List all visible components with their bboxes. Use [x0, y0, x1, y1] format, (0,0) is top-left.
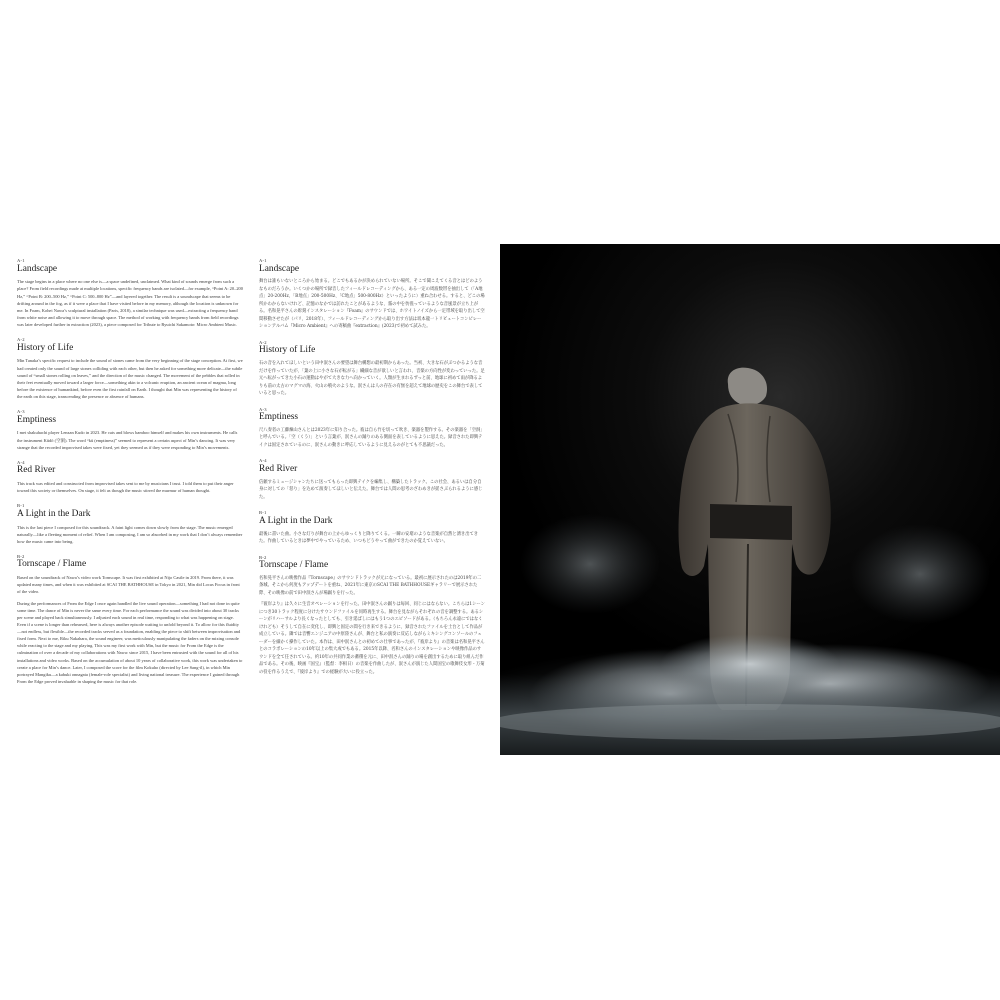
section-paragraph: I met shakuhachi player Lenzan Kudo in 2023. He cuts and blows bamboo himself and makes his own instruments. He calls the instrument Kūdō (空洞). The word “kū (emptiness)” seemed to represent a certain aspect of Min’s dancing. It was very strange that the recorded improvised takes were fixed, yet they seemed as if they were responding to Min’s movements. [17, 430, 238, 450]
section-a-light-in-the-dark [17, 503, 243, 545]
section-number: B-2 [259, 554, 267, 560]
section-paragraph: 信頼するミュージシャンたちに送ってもらった即興テイクを編集し、構築したトラック。この社会、あるいは自分自身に対しての「怒り」を込めて演奏してほしいと伝えた。舞台では人間の思考のざわめきが揺さぶられるように感じた。 [259, 479, 483, 500]
photo-image [500, 244, 1000, 755]
section-paragraph: 石の音を入れてほしいという田中泯さんの要望は舞台構想の最初期からあった。当初、大きな石がぶつかるような音だけを作っていたが、「葉の上に小さな石が転がる」繊細な音が欲しいと言われ、音楽の方向性が変わっていった。足元へ転がってきた小石の運動はやがて大きな力へ向かっていく。人類が生まれるずっと前、地球に初めて雨が降るよりも前の太古のマグマの海、火山の噴火のような。泯さんは人の存在の有無を超えて地球の歴史をこの舞台で表していると思った。 [259, 361, 485, 397]
section-number: A-3 [17, 409, 25, 415]
section-emptiness [17, 409, 243, 451]
section-paragraph: 名和晃平さんの映像作品『Tornscape』のサウンドトラックが元になっている。最初に展示されたのは2019年の二条城。そこから何度もアップデートを重ね、2021年に東京のSCAI THE BATHHOUSEギャラリーで展示された際、その映像の前で田中泯さんが場踊りを行った。 [259, 575, 482, 596]
section-number: B-2 [17, 553, 25, 559]
section-tornscape-flame [17, 554, 243, 685]
section-title: A Light in the Dark [259, 515, 333, 526]
section-number: A-3 [259, 406, 267, 412]
section-emptiness [259, 407, 485, 450]
section-title: Tornscape / Flame [259, 560, 329, 571]
section-number: A-2 [17, 337, 25, 343]
section-title: Red River [17, 465, 56, 476]
section-red-river [17, 460, 243, 495]
section-title: Landscape [17, 263, 58, 274]
section-title: Red River [259, 463, 298, 474]
section-paragraph: During the performances of From the Edge I once again handled the live sound operation—something I had not done in quite some time. The dance of Min is never the same every time. For each performance the sound was divided into about 30 tracks per scene and played back simultaneously. I adjusted each sound in real time, responding to what was happening on stage. Even if a scene is longer than rehearsed, here is always another episode waiting to unfold beyond it. To allow for this fluidity—not endless, but flexible—the recorded tracks served as a foundation, enabling the piece to shift between improvisation and fixed form. Next to me, Riku Nakahara, the sound engineer, was meticulously manipulating the faders on the mixing console while reacting to the stage and my playing. This was my first work with Min, but the music for From the Edge is the culmination of over a decade of my collaborations with Nawa: since 2015, I have been entrusted with the sound for all of his installations and video works. Based on the accumulation of about 10 years of collaborative work, this work was undertaken to create a place for Min’s dance. Later, I composed the score for the film Kokuho (directed by Lee Sang-il), in which Min portrayed Mangiku—a kabuki onnagata (female-role specialist) and living national treasure. The experience I gained through From the Edge proved invaluable in shaping the music for that role. [17, 600, 243, 684]
section-history-of-life [17, 337, 243, 400]
section-a-light-in-the-dark [259, 510, 485, 545]
section-red-river [259, 458, 485, 501]
section-number: A-4 [17, 459, 25, 465]
section-number: A-1 [17, 258, 25, 263]
section-history-of-life [259, 340, 485, 398]
section-paragraph: 尺八奏者の工藤煉山さんとは2023年に知り合った。彼は自ら竹を切って吹き、楽器を製作する。その楽器を「空洞」と呼んでいる。「空（くう）」という言葉が、泯さんの踊りのある側面を表しているように思えた。録音された即興テイクは固定されているのに、泯さんの動きに呼応しているように見えるのがとても不思議だった。 [259, 427, 485, 448]
section-tornscape-flame [259, 555, 485, 677]
section-paragraph: This is the last piece I composed for this soundtrack. A faint light comes down slowly from the stage. The music emerged naturally—like a fleeting moment of relief. When I am composing, I am so absorbed in my work that I don’t always remember how the music came into being. [17, 524, 243, 544]
section-title: A Light in the Dark [17, 508, 91, 519]
section-paragraph: Min Tanaka’s specific request to include the sound of stones came from the very beginning of the stage conception. At first, we had created only the sound of large stones colliding with each other, but then he asked for something more delicate—the subtle sound of “small stones rolling on leaves,” and the direction of the music changed. The movement of the pebbles that rolled in their feet eventually moved toward a larger force—something akin to a volcanic eruption, an ancient ocean of magma, long before the existence of humankind, before even the first rainfall on Earth. I thought that Min was representing the history of the earth on this stage, transcending the presence or absence of humans. [17, 358, 243, 399]
section-title: Tornscape / Flame [17, 559, 87, 570]
section-number: B-1 [17, 503, 25, 509]
section-number: A-2 [259, 339, 267, 345]
japanese-column [259, 258, 485, 686]
section-number: A-4 [259, 458, 267, 464]
section-paragraph: This track was edited and constructed from improvised takes sent to me by musicians I trust. I told them to put their anger toward this society or themselves. On stage, it felt as though the music stirred the murmur of human thought. [17, 481, 234, 494]
section-title: History of Life [17, 342, 74, 353]
section-landscape [17, 258, 243, 328]
section-number: A-1 [259, 258, 267, 263]
section-title: History of Life [259, 345, 316, 356]
section-title: Emptiness [259, 412, 299, 423]
section-paragraph: 舞台は誰もいないところから始まる。どこでもあるかが決められていない場所。そこで聞こえてくる音とはどのようなものだろうか。いくつかの場所で録音したフィールドレコーディングから、ある一定の周波数帯を抽出して（「A地点」20-200Hz、「B地点」200-500Hz、「C地点」500-800Hz）といったように）重ね合わせる。すると、どこの場所かわからないけれど、記憶のなかでは訪れたことがあるような、霧の中を彷徨っているような音風景が立ち上がる。名和晃平さんの彫刻インスタレーション『Foam』のサウンドでは、ホワイトノイズから一定帯域を取り出して空間移動させたが（パリ、2018年）、フィールドレコーディングから取り出す方法は坂本龍一トリビュートコンピレーションアルバム『Micro Ambient』への寄稿曲『extraction』(2023)で初めて試みた。 [259, 279, 485, 330]
section-paragraph: The stage begins in a place where no one else is—a space undefined, unclaimed. What kind of sounds emerge from such a place? From field recordings made at multiple locations, specific frequency bands are isolated—for example, “Point A: 20–200 Hz,” “Point B: 200–500 Hz,” “Point C: 500–800 Hz”—and layered together. The result is a soundscape that seems to be drifting around in the fog, as if it were a place that I have visited before in my memory, although the location is unknown for me. In Foam, Kohei Nawa’s sculptural installation (Paris, 2018), a similar technique was used—extracting a frequency band from white noise and allowing it to move through space. The method of working with frequency bands from field recordings was later developed further in extraction (2023), a piece composed for Tribute to Ryuichi Sakamoto: Micro Ambient Music. [17, 279, 243, 327]
section-paragraph: 『彼岸より』は久々に生音オペレーションを行った。田中泯さんの踊りは毎回、同じにはならない。こちらは1シーンにつき30トラック程度に分けたサウンドファイルを同時再生する。舞台を見ながらそれぞれの音を調整する。あるシーンがリハーサルより長くなったとしても、引き延ばしにはもう1つのエピソードがある。（もちろん永遠にではなくけれども）そうして自在に変化し、即興と固定の間を行き来できるように、録音されたファイルを土台として作品が成立している。隣では音響エンジニアの中原陸さんが、舞台と私の演奏に反応しながらミキシングコンソールのフェーダーを細かく操作していた。本作は、田中泯さんとの初めての仕事であったが、『彼岸より』の音楽は名和晃平さんとのコラボレーションの10年以上の集大成でもある。2015年以降、名和さんのインスタレーションや映像作品のサウンドを全て任されている。約10年の共同作業の蓄積を元に、田中泯さんの踊りの場を創出するために取り組んだ作品である。その後、映画『国宝』（監督：李相日）の音楽を作曲したが、泯さんが演じた人間国宝の歌舞伎女形・万菊の役を作るうえで、『彼岸より』での経験が大いに役立った。 [259, 602, 485, 675]
dancer-in-fog-photo [500, 244, 1000, 755]
section-paragraph: Based on the soundtrack of Nawa’s video work Tornscape. It was first exhibited at Nijo Castle in 2019. From there, it was updated many times, and when it was exhibited at SCAI THE BATHHOUSE in Tokyo in 2021, Min did Locus Focus in front of the video. [17, 575, 240, 595]
section-title: Landscape [259, 263, 300, 274]
section-title: Emptiness [17, 414, 57, 425]
section-landscape [259, 258, 485, 331]
english-column [17, 258, 243, 694]
section-paragraph: 最後に書いた曲。小さな灯りが舞台の上からゆっくりと降りてくる。一瞬の安堵のような音楽が自然と湧き出てきた。作曲しているときは夢中でやっているため、いつもどうやって曲ができたのか覚えていない。 [259, 531, 479, 545]
section-number: B-1 [259, 510, 267, 516]
